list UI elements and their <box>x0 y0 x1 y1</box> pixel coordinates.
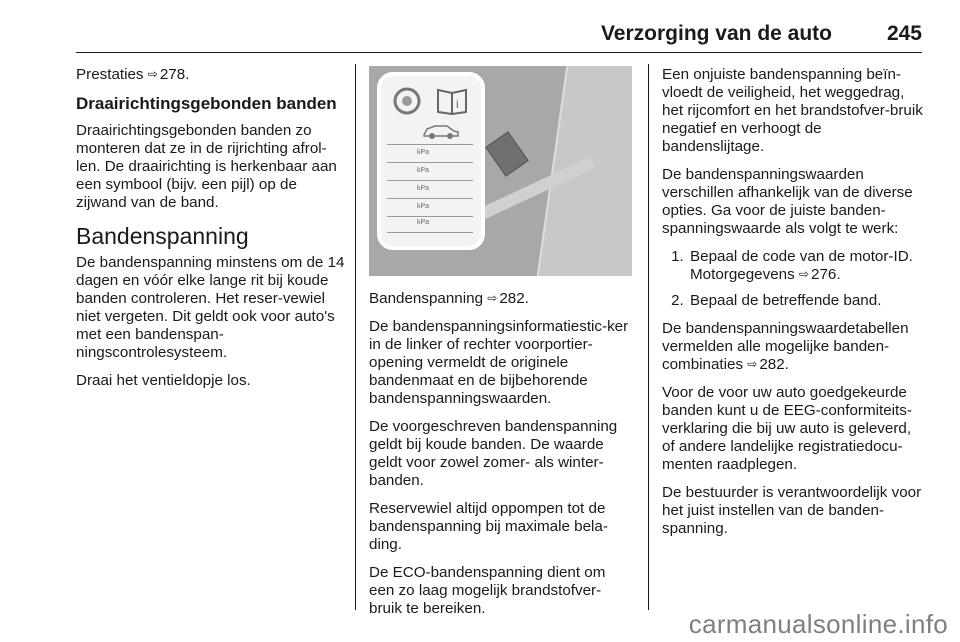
paragraph-text: De bandenspanningswaardetabellen vermelden alle mogelijke banden-combinaties <box>662 320 909 373</box>
tire-pressure-label-photo <box>369 66 632 276</box>
paragraph: Reservewiel altijd oppompen tot de bandenspanning bij maximale bela-ding. <box>369 500 608 553</box>
page-number: 245 <box>886 22 922 45</box>
list-item-text: Bepaal de betreffende band. <box>690 292 882 309</box>
reference-link[interactable]: 278. <box>159 66 190 83</box>
unit-label: kPa <box>417 167 430 174</box>
column-divider <box>648 64 649 610</box>
reference-text: Motorgegevens <box>690 266 795 283</box>
list-item <box>688 292 927 310</box>
unit-label: kPa <box>417 219 430 226</box>
column-middle <box>369 66 632 628</box>
column-divider <box>355 64 356 610</box>
list-item <box>688 248 927 284</box>
paragraph: De bandenspanningswaarden verschillen afhankelijk van de diverse opties. Ga voor de juiste banden-spanningswaarde als volgt te werk: <box>662 166 913 237</box>
page-title: Verzorging van de auto <box>600 22 832 45</box>
paragraph: De ECO-bandenspanning dient om een zo laag mogelijk brandstofver-bruik te bereiken. <box>369 564 606 617</box>
reference-text: Bandenspanning <box>369 290 484 307</box>
svg-text:i: i <box>456 97 459 111</box>
unit-label: kPa <box>417 203 430 210</box>
unit-label: kPa <box>417 149 430 156</box>
paragraph: De bandenspanning minstens om de 14 dagen en vóór elke lange rit bij koude banden controleren. Het reser-vewiel niet vergeten. Dit geldt ook voor auto's met een bandenspan-ningscontrolesysteem. <box>76 254 345 361</box>
paragraph: Draai het ventieldopje los. <box>76 372 251 389</box>
tire-pressure-sticker <box>485 131 529 177</box>
reference-link[interactable]: 282. <box>759 356 789 373</box>
page-header <box>76 18 922 53</box>
paragraph: De bandenspanningsinformatiestic-ker in de linker of rechter voorportier-opening vermeldt de originele bandenmaat en de bijbehorende bandenspanningswaarden. <box>369 318 629 407</box>
car-icon <box>421 122 461 140</box>
tire-pressure-label-closeup <box>377 72 485 250</box>
subheading: Draairichtingsgebonden banden <box>76 94 337 113</box>
tire-icon <box>391 86 423 116</box>
paragraph: Draairichtingsgebonden banden zo monteren dat ze in de rijrichting afrol-len. De draairichting is herkenbaar aan een symbool (bijv. een pijl) op de zijwand van de band. <box>76 122 337 211</box>
reference-text: Prestaties <box>76 66 144 83</box>
paragraph: De voorgeschreven bandenspanning geldt bij koude banden. De waarde geldt voor zowel zomer- als winter-banden. <box>369 418 618 489</box>
paragraph: Voor de voor uw auto goedgekeurde banden kunt u de EEG-conformiteits-verklaring die bij uw auto is geleverd, of andere landelijke registratiedocu-menten raadplegen. <box>662 384 912 473</box>
list-item-text: Bepaal de code van de motor-ID. <box>690 248 913 265</box>
watermark: carmanualsonline.info <box>688 609 948 639</box>
column-left <box>76 66 346 400</box>
paragraph <box>662 320 927 374</box>
steps-list <box>662 248 927 310</box>
paragraph: Een onjuiste bandenspanning beïn-vloedt de veiligheid, het weggedrag, het rijcomfort en het brandstofver-bruik negatief en verhoogt de bandenslijtage. <box>662 66 923 155</box>
manual-book-icon <box>435 86 469 116</box>
prestaties-reference <box>76 66 346 84</box>
paragraph: De bestuurder is verantwoordelijk voor het juist instellen van de banden-spanning. <box>662 484 922 537</box>
reference-arrow-icon: ⇨ <box>147 67 158 81</box>
bandenspanning-reference <box>369 290 632 308</box>
reference-arrow-icon: ⇨ <box>798 267 809 281</box>
section-title: Bandenspanning <box>76 223 249 249</box>
reference-link[interactable]: 276. <box>811 266 841 283</box>
unit-label: kPa <box>417 185 430 192</box>
column-right <box>662 66 927 548</box>
reference-arrow-icon: ⇨ <box>747 357 758 371</box>
reference-arrow-icon: ⇨ <box>487 291 498 305</box>
reference-link[interactable]: 282. <box>499 290 529 307</box>
